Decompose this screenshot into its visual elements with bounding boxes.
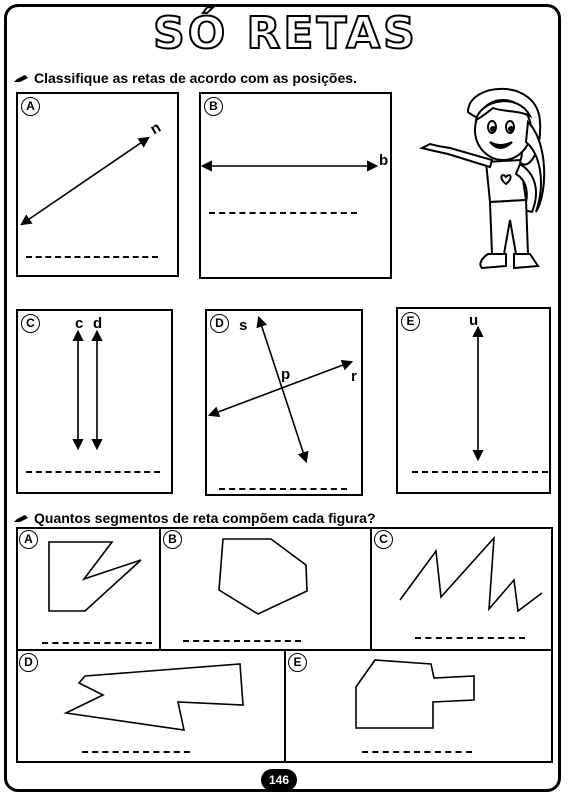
page-number: 146 xyxy=(261,769,297,791)
box-letter-badge: B xyxy=(204,97,223,116)
line-label-s: s xyxy=(239,317,248,334)
line-n xyxy=(22,138,148,224)
figure-e xyxy=(356,660,474,728)
page-title: SÓ RETAS xyxy=(153,8,418,59)
line-label-d: d xyxy=(93,315,103,332)
box-letter-badge: C xyxy=(21,314,40,333)
cell-letter-badge: E xyxy=(288,653,307,672)
line-s xyxy=(259,318,306,461)
box-letter-badge: E xyxy=(401,312,420,331)
line-label-u: u xyxy=(469,312,479,329)
instruction-classify-text: Classifique as retas de acordo com as posições. xyxy=(34,70,357,86)
cell-letter-badge: D xyxy=(19,653,38,672)
line-label-n: n xyxy=(147,118,164,139)
figure-d xyxy=(66,664,243,730)
instruction-count-text: Quantos segmentos de reta compõem cada figura? xyxy=(34,510,376,526)
point-label-p: p xyxy=(281,366,291,383)
box-letter-badge: A xyxy=(21,97,40,116)
figure-b xyxy=(219,539,307,614)
line-r xyxy=(210,362,351,415)
figure-a xyxy=(49,542,141,611)
cell-letter-badge: C xyxy=(374,530,393,549)
girl-pointing-illustration xyxy=(408,82,556,287)
box-letter-badge: D xyxy=(210,314,229,333)
line-label-r: r xyxy=(351,368,357,385)
cell-letter-badge: B xyxy=(163,530,182,549)
figure-c xyxy=(400,538,542,611)
cell-letter-badge: A xyxy=(19,530,38,549)
line-label-b: b xyxy=(379,152,389,169)
line-label-c: c xyxy=(75,315,84,332)
